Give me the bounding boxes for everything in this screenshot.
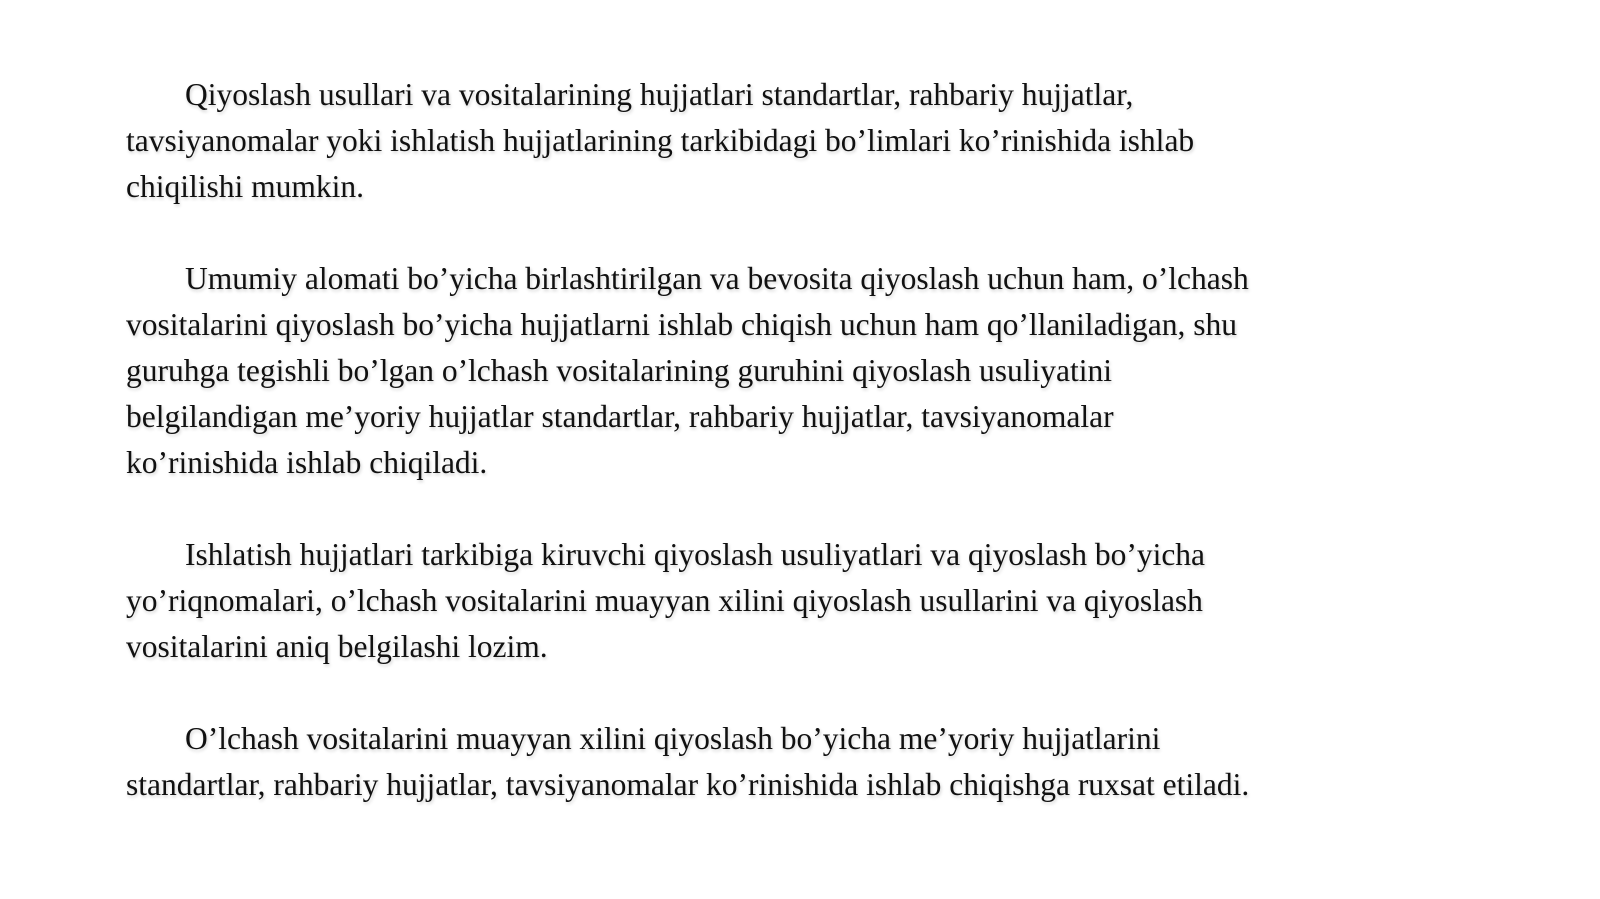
paragraph-line: guruhga tegishli bo’lgan o’lchash vositalarining guruhini qiyoslash usuliyatini: [126, 353, 1112, 388]
paragraph-line: vositalarini aniq belgilashi lozim.: [126, 629, 548, 664]
paragraph-2: [126, 256, 1346, 486]
paragraph-line: ko’rinishida ishlab chiqiladi.: [126, 445, 488, 480]
paragraph-line: chiqilishi mumkin.: [126, 169, 365, 204]
paragraph-line: Qiyoslash usullari va vositalarining hujjatlari standartlar, rahbariy hujjatlar,: [185, 77, 1134, 112]
document-body: [126, 72, 1346, 808]
paragraph-line: Ishlatish hujjatlari tarkibiga kiruvchi qiyoslash usuliyatlari va qiyoslash bo’yicha: [185, 537, 1206, 572]
paragraph-line: Umumiy alomati bo’yicha birlashtirilgan va bevosita qiyoslash uchun ham, o’lchash: [185, 261, 1249, 296]
paragraph-line: vositalarini qiyoslash bo’yicha hujjatlarni ishlab chiqish uchun ham qo’llaniladigan, shu: [126, 307, 1238, 342]
paragraph-line: O’lchash vositalarini muayyan xilini qiyoslash bo’yicha me’yoriy hujjatlarini: [185, 721, 1161, 756]
paragraph-line: standartlar, rahbariy hujjatlar, tavsiyanomalar ko’rinishida ishlab chiqishga ruxsat etiladi.: [126, 767, 1250, 802]
paragraph-3: [126, 532, 1346, 670]
paragraph-line: belgilandigan me’yoriy hujjatlar standartlar, rahbariy hujjatlar, tavsiyanomalar: [126, 399, 1114, 434]
paragraph-4: [126, 716, 1346, 808]
paragraph-1: [126, 72, 1346, 210]
paragraph-line: tavsiyanomalar yoki ishlatish hujjatlarining tarkibidagi bo’limlari ko’rinishida ishlab: [126, 123, 1195, 158]
paragraph-line: yo’riqnomalari, o’lchash vositalarini muayyan xilini qiyoslash usullarini va qiyoslash: [126, 583, 1203, 618]
